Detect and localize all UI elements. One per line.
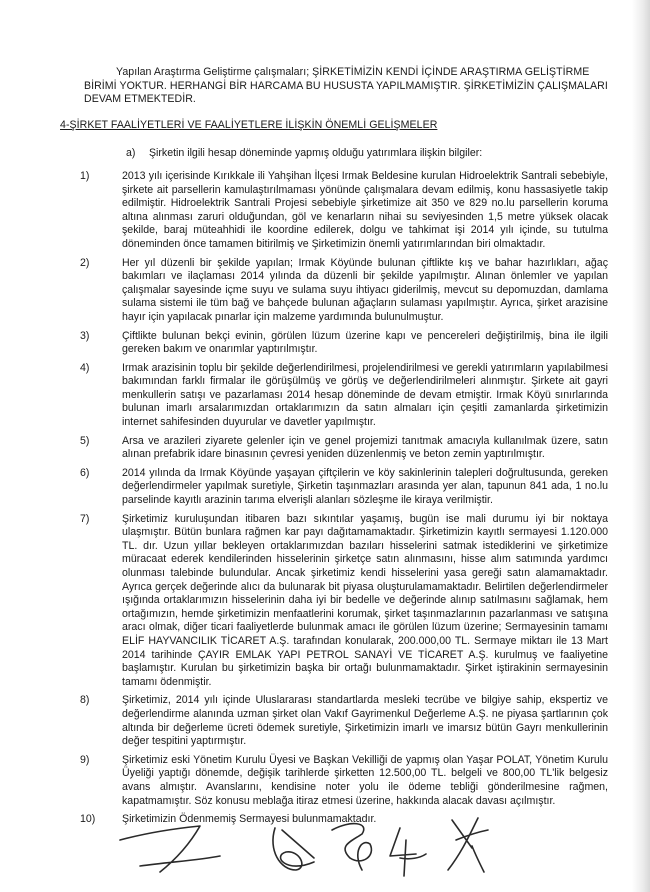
list-item: [80, 361, 608, 430]
list-item-number: 9): [80, 753, 90, 766]
signature-2: [273, 828, 314, 870]
list-item-number: 1): [80, 169, 90, 182]
list-item: [80, 694, 608, 748]
signature-1: [120, 826, 220, 872]
list-item-text: Irmak arazisinin toplu bir şekilde değerlendirilmesi, projelendirilmesi ve gerekli yatırımların yapılabilmesi bakımından farklı firmalar ile görüşülmüş ve görüş ve değerlendirilmeleri alınmıştır. Şirkete ait gayri menkullerin satışı ve pazarlaması 2014 hesap döneminde de devam etmiştir. Irmak Köyü sınırlarında bulunan imarlı arsalarımızdan ortaklarımızın da satın almaları için çeşitli zamanlarda şirketimizin internet sahifesinden duyurular ve davetler yapılmıştır.: [122, 361, 608, 429]
subsection-a: [126, 147, 608, 161]
list-item-text: 2014 yılında da Irmak Köyünde yaşayan çiftçilerin ve köy sakinlerinin talepleri doğrultusunda, gereken değerlendirmeler yapılmak suretiyle, Şirketin taşınmazları arasında yer alan, tapunun 841 ada, 1 no.lu parselinde kayıtlı arazinin tarıma elverişli alanları sözleşme ile kiraya verilmiştir.: [122, 466, 608, 507]
list-item-number: 10): [80, 813, 96, 826]
list-item: [80, 466, 608, 508]
list-item-number: 5): [80, 434, 90, 447]
list-item: [80, 434, 608, 462]
subsection-a-label: a): [126, 147, 136, 160]
list-item-text: Şirketimiz, 2014 yılı içinde Uluslararası standartlarda mesleki tecrübe ve bilgiye sahip, ekspertiz ve değerlendirme alanında uzman şirket olan Vakıf Gayrimenkul Değerleme A.Ş. ne piyasa şartlarının çok altında bir değerleme ücreti ödemek suretiyle, Şirketimizin imarlı ve imarsız bütün Gayrı menkullerinin değer tespitini yaptırmıştır.: [122, 694, 608, 748]
page-edge-shadow: [632, 0, 650, 892]
list-item: [80, 169, 608, 252]
subsection-a-text: Şirketin ilgili hesap döneminde yapmış olduğu yatırımlara ilişkin bilgiler:: [148, 147, 483, 160]
list-item-text: 2013 yılı içerisinde Kırıkkale ili Yahşihan İlçesi Irmak Beldesine kurulan Hidroelektrik Santrali sebebiyle, şirkete ait parsellerin kamulaştırılmaması yönünde çalışmalara devam edilmiş, konu hassasiyetle takip edilmiştir. Hidroelektrik Santrali Projesi sebebiyle şirketimize ait 350 ve 829 no.lu parsellerin koruma altına alınması zaruri olduğundan, göl ve kenarların nihai su seviyesinden 1,5 metre yüksek olacak şekilde, baraj müteahhidi ile koordine edilerek, dolgu ve tahkimat işi 2014 yılı içinde, su tutulma döneminden önce tamamen bitirilmiş ve Şirketimizin önemli yatırımlarından biri olmaktadır.: [122, 169, 608, 250]
section-title: 4-ŞİRKET FAALİYETLERİ VE FAALİYETLERE İLİŞKİN ÖNEMLİ GELİŞMELER: [60, 118, 438, 131]
signature-5: [448, 818, 488, 872]
list-item-number: 6): [80, 466, 90, 479]
list-item-text: Arsa ve arazileri ziyarete gelenler için ve genel projemizi tanıtmak amacıyla kullanılmak üzere, satın alınan prefabrik idare binasının çevresi yeniden düzenlenmiş ve beton zemin yaptırılmıştır.: [122, 434, 608, 461]
list-item: [80, 512, 608, 690]
list-item-number: 7): [80, 512, 90, 525]
list-item: [80, 329, 608, 357]
list-item-number: 3): [80, 329, 90, 342]
list-item-text: Şirketimizin Ödenmemiş Sermayesi bulunmamaktadır.: [122, 813, 377, 826]
intro-paragraph: Yapılan Araştırma Geliştirme çalışmaları; ŞİRKETİMİZİN KENDİ İÇİNDE ARAŞTIRMA GELİŞTİRME BİRİMİ YOKTUR. HERHANGİ BİR HARCAMA BU HUSUSTA YAPILMAMIŞTIR. ŞİRKETİMİZİN ÇALIŞMALARI DEVAM ETMEKTEDİR.: [84, 66, 608, 106]
list-item: [80, 256, 608, 325]
list-item-number: 4): [80, 361, 90, 374]
list-item-text: Şirketimiz kuruluşundan itibaren bazı sıkıntılar yaşamış, bugün ise mali durumu iyi bir noktaya ulaşmıştır. Bütün bunlara rağmen kar payı dağıtamamaktadır. Şirketimizin kayıtlı sermayesi 1.120.000 TL. dır. Uzun yıllar bekleyen ortaklarımızdan bazıları hisselerini satmak istediklerini ve şirketimize müracaat ederek kendilerinden hisselerinin şirketçe satın alınmasını, hisse alım satımında yardımcı olunması talebinde bulundular. Ancak şirketimiz kendi hisselerini yasa gereği satın alamamaktadır. Ayrıca gerçek değerinde alıcı da bulunarak bit piyasa oluşturulamamaktadır. Belirtilen değerlendirmeler ışığında ortaklarımızın hisselerinin daha iyi bir bedelle ve değerinde alınıp satılmasını sağlamak, hem ortağımızın, hemde şirketimizin menfaatlerini korumak, şirket taşınmazlarının pazarlanması ve satışına aracı olmak, diğer ticari faaliyetlerde bulunmak amacı ile görülen lüzum üzerine; Sermayesinin tamamı ELİF HAYVANCILIK TİCARET A.Ş. tarafından konularak, 200.000,00 TL. Sermaye miktarı ile 13 Mart 2014 tarihinde ÇAYIR EMLAK YAPI PETROL SANAYİ VE TİCARET A.Ş. kurulmuş ve faaliyetine başlamıştır. Kurulan bu şirketimizin başka bir ortağı bulunmamaktadır. Şirket iştirakinin sermayesinin tamamı ödenmiştir.: [122, 512, 608, 688]
list-item-text: Şirketimiz eski Yönetim Kurulu Üyesi ve Başkan Vekilliği de yapmış olan Yaşar POLAT, Yönetim Kurulu Üyeliği yaptığı dönemde, değişik tarihlerde şirketten 12.500,00 TL. belgeli ve 800,00 TL'lik belgesiz avans almıştır. Avanslarını, kendisine noter yolu ile ödeme tebliği gönderilmesine rağmen, kapatmamıştır. Söz konusu meblağa itiraz etmesi üzerine, hakkında alacak davası açılmıştır.: [122, 753, 608, 807]
signature-4: [390, 828, 426, 876]
list-item-text: Çiftlikte bulunan bekçi evinin, görülen lüzum üzerine kapı ve pencereleri değiştirilmiş, bina ile ilgili gereken bakım ve onarımlar yaptırılmıştır.: [122, 329, 608, 356]
list-item-number: 8): [80, 694, 90, 707]
list-item-number: 2): [80, 256, 90, 269]
investment-list: [80, 169, 608, 827]
handwritten-signatures: [100, 800, 520, 890]
signature-3: [332, 824, 371, 870]
list-item-text: Her yıl düzenli bir şekilde yapılan; Irmak Köyünde bulunan çiftlikte kış ve bahar hazırlıkları, ağaç bakımları ve ilaçlaması 2014 yılında da düzenli bir şekilde yapılmıştır. Alınan önlemler ve yapılan çalışmalar sayesinde içme suyu ve sulama suyu ihtiyacı giderilmiş, mevcut su depomuzdan, damlama sulama sistemi ile tüm bağ ve bahçede bulunan ağaçların sulaması yapılmıştır. Ayrıca, şirket arazisine hayır için yapılacak pınarlar için malzeme yardımında bulunulmuştur.: [122, 256, 608, 323]
